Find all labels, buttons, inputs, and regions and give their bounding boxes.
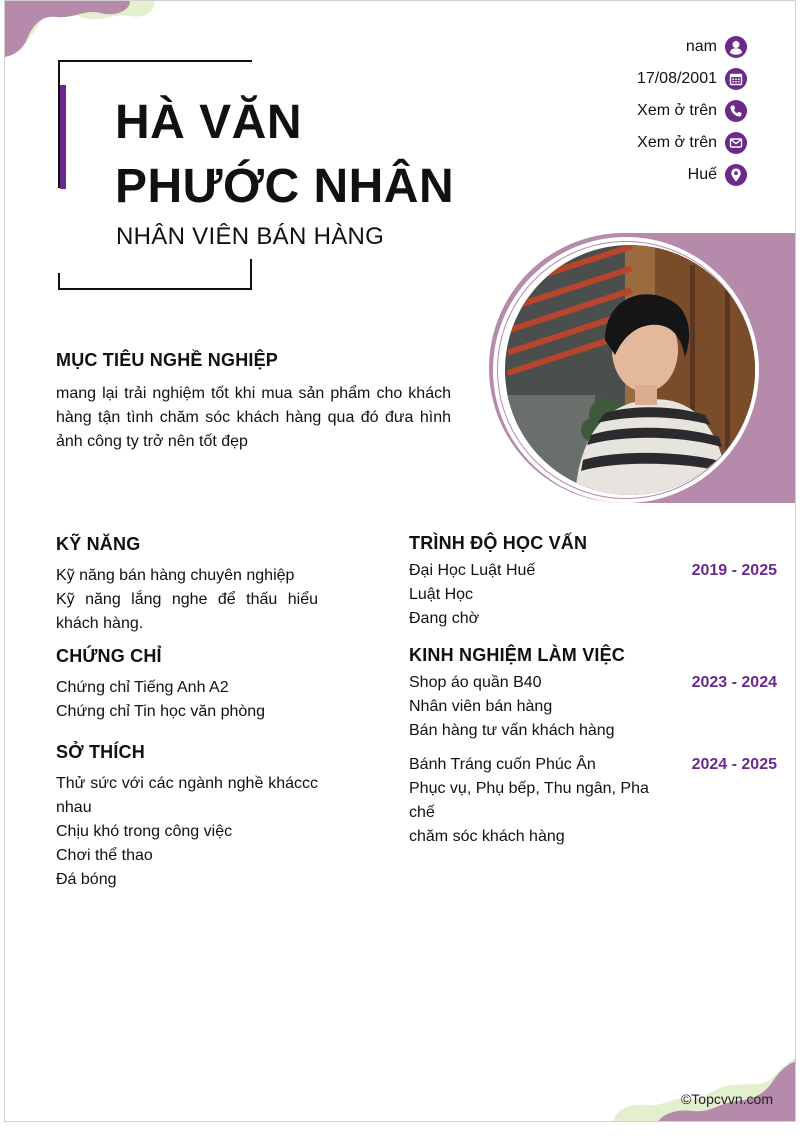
- contact-email: [637, 127, 747, 159]
- contact-email-text: Xem ở trên: [637, 134, 717, 151]
- experience-entry: [409, 671, 777, 743]
- certificates-section: [56, 644, 318, 724]
- education-school: Đại Học Luật Huế: [409, 562, 536, 579]
- contact-phone: [637, 95, 747, 127]
- skill-item: Kỹ năng bán hàng chuyên nghiệp: [56, 567, 295, 584]
- phone-icon: [725, 100, 747, 122]
- header-frame-right-bottom: [250, 259, 252, 290]
- skills-section: [56, 532, 318, 636]
- education-major: Luật Học: [409, 586, 474, 603]
- experience-company: Shop áo quần B40: [409, 674, 542, 691]
- header-accent-bar: [60, 85, 66, 189]
- hobby-item: Chơi thể thao: [56, 847, 153, 864]
- location-icon: [725, 164, 747, 186]
- certificate-item: Chứng chỉ Tin học văn phòng: [56, 703, 266, 720]
- experience-date: 2023 - 2024: [691, 674, 777, 691]
- education-title: TRÌNH ĐỘ HỌC VẤN: [409, 533, 588, 553]
- skills-title: KỸ NĂNG: [56, 534, 141, 554]
- header-frame-bottom: [58, 288, 252, 290]
- candidate-name: [115, 91, 495, 219]
- experience-date: 2024 - 2025: [691, 756, 777, 773]
- decorative-blob-top-left: [5, 1, 165, 61]
- contact-birthday: [637, 63, 747, 95]
- decorative-blob-bottom-right: [613, 1057, 796, 1122]
- mail-icon: [725, 132, 747, 154]
- candidate-role: NHÂN VIÊN BÁN HÀNG: [116, 223, 385, 250]
- education-section: [409, 531, 777, 631]
- experience-entry: [409, 753, 777, 849]
- contact-phone-text: Xem ở trên: [637, 102, 717, 119]
- footer-copyright: ©Topcvvn.com: [680, 1091, 773, 1107]
- hobby-item: Chịu khó trong công việc: [56, 823, 233, 840]
- user-icon: [725, 36, 747, 58]
- contact-birthday-text: 17/08/2001: [636, 70, 717, 87]
- header-frame-top: [58, 60, 252, 62]
- experience-position: Nhân viên bán hàng: [409, 698, 553, 715]
- contact-gender: [637, 31, 747, 63]
- contact-list: [637, 31, 747, 191]
- hobby-item: Thử sức với các ngành nghề kháccc nhau: [56, 775, 318, 816]
- certificates-title: CHỨNG CHỈ: [56, 646, 162, 666]
- experience-desc: chăm sóc khách hàng: [409, 828, 565, 845]
- candidate-name-line1: HÀ VĂN: [115, 96, 303, 149]
- hobby-item: Đá bóng: [56, 871, 117, 888]
- experience-section: [409, 643, 777, 849]
- contact-address: [637, 159, 747, 191]
- contact-gender-text: nam: [685, 38, 717, 55]
- hobbies-title: SỞ THÍCH: [56, 742, 145, 762]
- hobbies-section: [56, 740, 318, 892]
- header-frame-left-bottom: [58, 273, 60, 289]
- cv-page: [4, 0, 796, 1122]
- education-entry: [409, 559, 777, 631]
- experience-position: Phục vụ, Phụ bếp, Thu ngân, Pha chế: [409, 780, 649, 821]
- profile-photo: [505, 245, 755, 495]
- contact-address-text: Huế: [687, 166, 717, 183]
- skill-item: Kỹ năng lắng nghe để thấu hiểu khách hàng.: [56, 591, 318, 632]
- objective-text: mang lại trải nghiệm tốt khi mua sản phẩm cho khách hàng tận tình chăm sóc khách hàng qua đó đưa hình ảnh công ty trở nên tốt đẹp: [56, 385, 451, 450]
- experience-title: KINH NGHIỆM LÀM VIỆC: [409, 645, 626, 665]
- experience-company: Bánh Tráng cuốn Phúc Ân: [409, 756, 596, 773]
- experience-desc: Bán hàng tư vấn khách hàng: [409, 722, 615, 739]
- education-status: Đang chờ: [409, 610, 480, 627]
- education-date: 2019 - 2025: [691, 562, 777, 579]
- objective-title: MỤC TIÊU NGHỀ NGHIỆP: [56, 350, 279, 370]
- candidate-name-line2: PHƯỚC NHÂN: [115, 160, 455, 213]
- calendar-icon: [725, 68, 747, 90]
- certificate-item: Chứng chỉ Tiếng Anh A2: [56, 679, 229, 696]
